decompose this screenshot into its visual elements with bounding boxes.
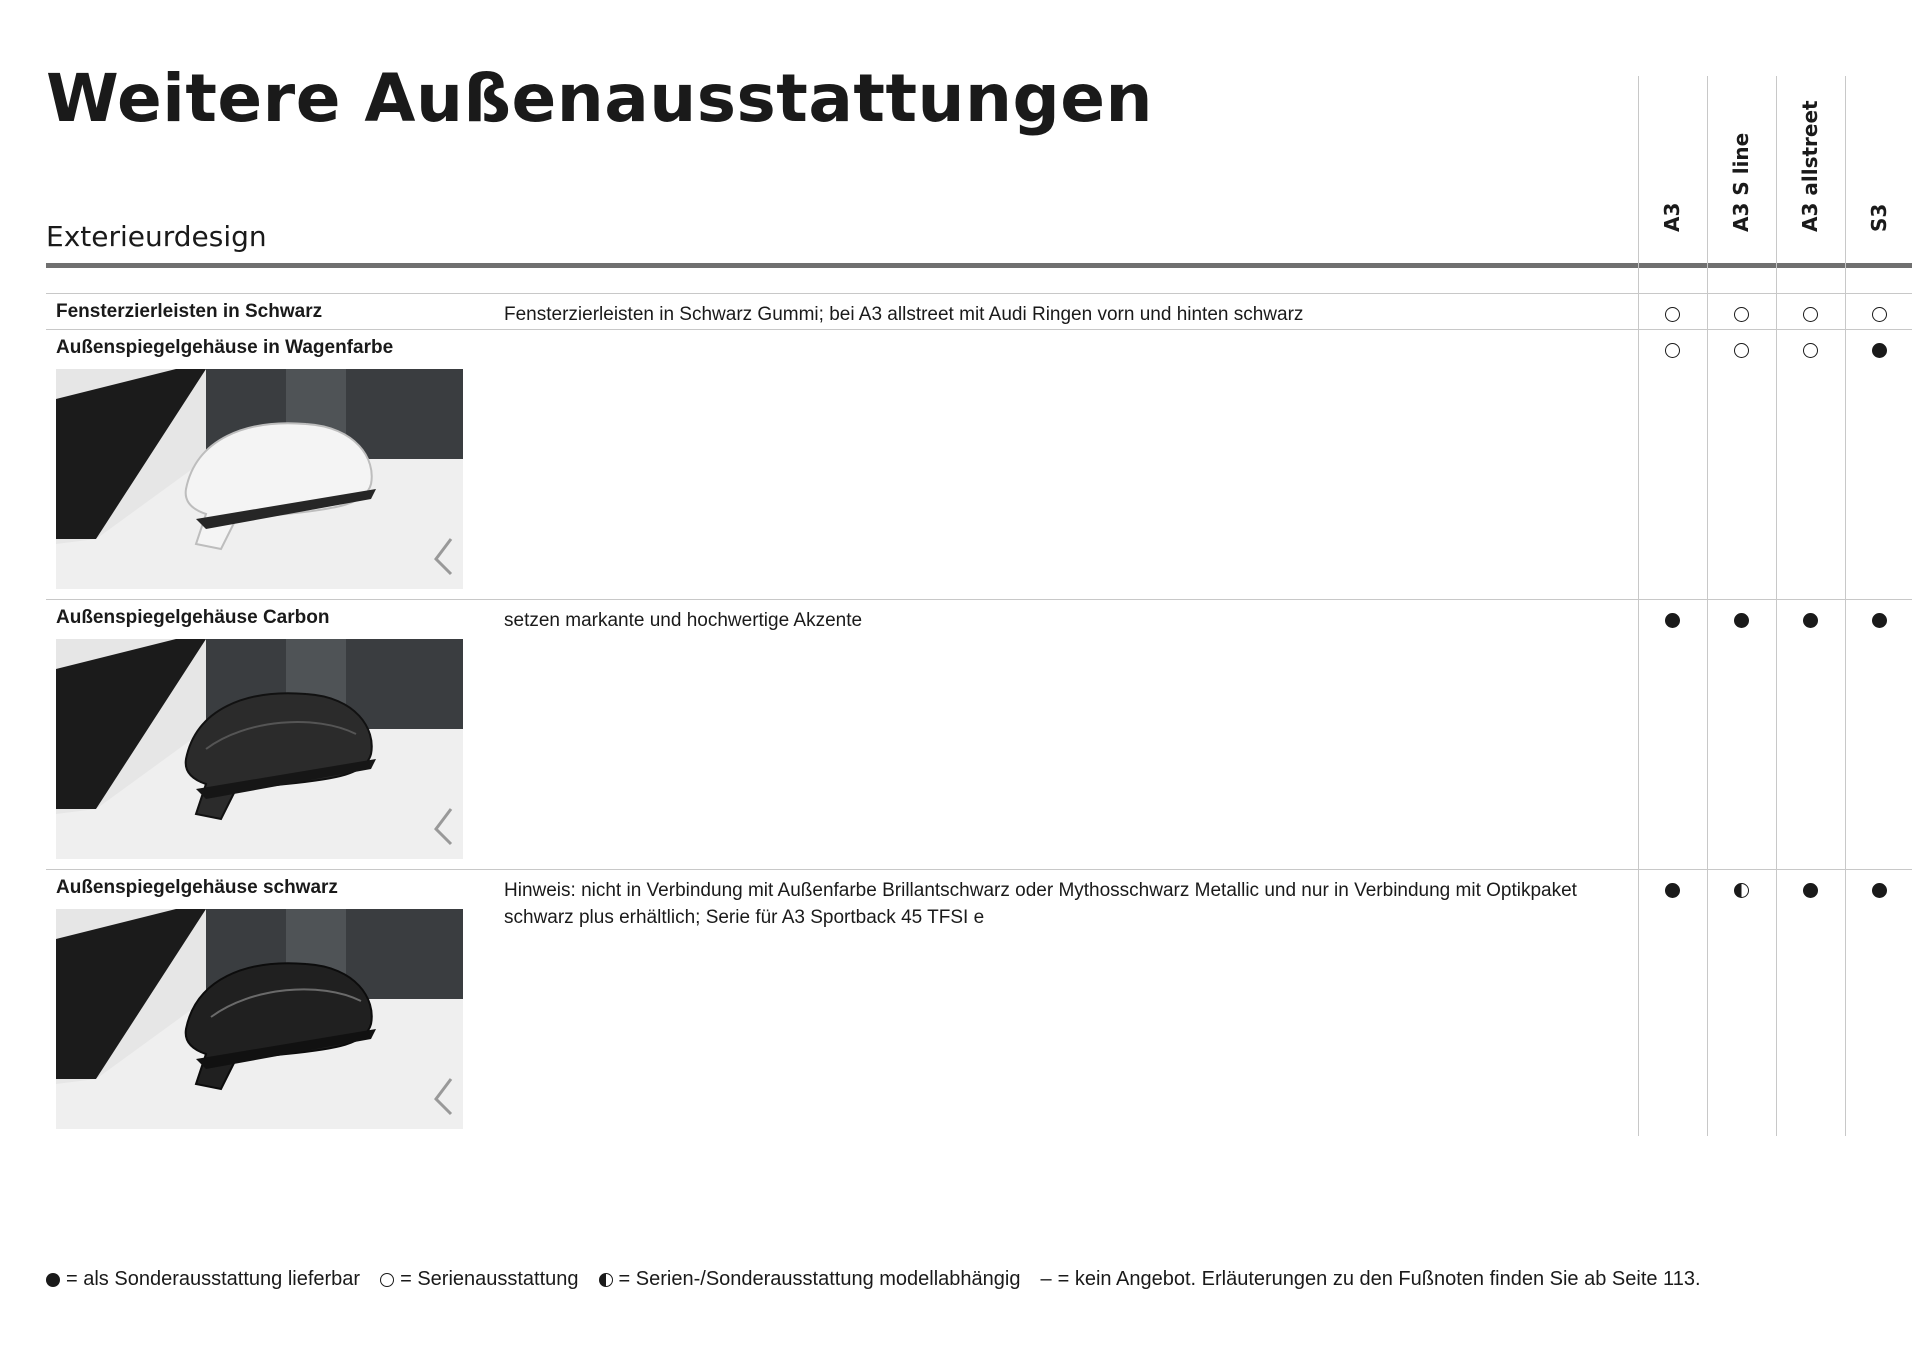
availability-mark xyxy=(1734,343,1749,358)
availability-mark xyxy=(1734,613,1749,628)
table-row xyxy=(46,329,1912,599)
availability-mark xyxy=(1665,613,1680,628)
section-rule xyxy=(46,263,1912,268)
availability-mark xyxy=(1803,613,1818,628)
legend-standard: = Serienausstattung xyxy=(380,1268,578,1291)
column-header-a3-s-line: A3 S line xyxy=(1729,132,1753,232)
availability-mark xyxy=(1872,613,1887,628)
half-circle-icon xyxy=(599,1273,613,1287)
legend xyxy=(46,1268,1721,1291)
feature-name: Fensterzierleisten in Schwarz xyxy=(56,301,323,322)
feature-description: setzen markante und hochwertige Akzente xyxy=(504,610,863,631)
feature-name: Außenspiegelgehäuse Carbon xyxy=(56,607,330,628)
availability-mark xyxy=(1872,883,1887,898)
availability-mark xyxy=(1734,307,1749,322)
availability-mark xyxy=(1665,307,1680,322)
availability-mark xyxy=(1734,883,1749,898)
table-row xyxy=(46,599,1912,869)
legend-option: = als Sonderausstattung lieferbar xyxy=(46,1268,360,1291)
availability-mark xyxy=(1872,343,1887,358)
legend-none: – = kein Angebot. Erläuterungen zu den Fußnoten finden Sie ab Seite 113. xyxy=(1040,1268,1701,1290)
mirror-carbon-image xyxy=(56,639,463,859)
legend-mixed: = Serien-/Sonderausstattung modellabhängig xyxy=(599,1268,1021,1291)
availability-mark xyxy=(1665,343,1680,358)
availability-mark xyxy=(1665,883,1680,898)
feature-name: Außenspiegelgehäuse in Wagenfarbe xyxy=(56,337,394,358)
feature-description: Hinweis: nicht in Verbindung mit Außenfarbe Brillantschwarz oder Mythosschwarz Metallic und nur in Verbindung mit Optikpaket schwarz plus erhältlich; Serie für A3 Sportback 45 TFSI e xyxy=(504,880,1577,928)
table-row xyxy=(46,869,1912,1139)
dash-icon: – xyxy=(1040,1268,1052,1290)
table-row xyxy=(46,293,1912,329)
mirror-black-image xyxy=(56,909,463,1129)
empty-circle-icon xyxy=(380,1273,394,1287)
column-header-a3: A3 xyxy=(1660,202,1684,232)
section-title: Exterieurdesign xyxy=(46,220,267,253)
availability-mark xyxy=(1803,343,1818,358)
page-title: Weitere Außenausstattungen xyxy=(46,60,1153,137)
feature-description: Fensterzierleisten in Schwarz Gummi; bei A3 allstreet mit Audi Ringen vorn und hinten schwarz xyxy=(504,304,1304,325)
availability-mark xyxy=(1872,307,1887,322)
filled-circle-icon xyxy=(46,1273,60,1287)
feature-name: Außenspiegelgehäuse schwarz xyxy=(56,877,338,898)
mirror-body-color-image xyxy=(56,369,463,589)
availability-mark xyxy=(1803,307,1818,322)
availability-mark xyxy=(1803,883,1818,898)
column-header-a3-allstreet: A3 allstreet xyxy=(1798,100,1822,232)
column-header-s3: S3 xyxy=(1867,203,1891,232)
